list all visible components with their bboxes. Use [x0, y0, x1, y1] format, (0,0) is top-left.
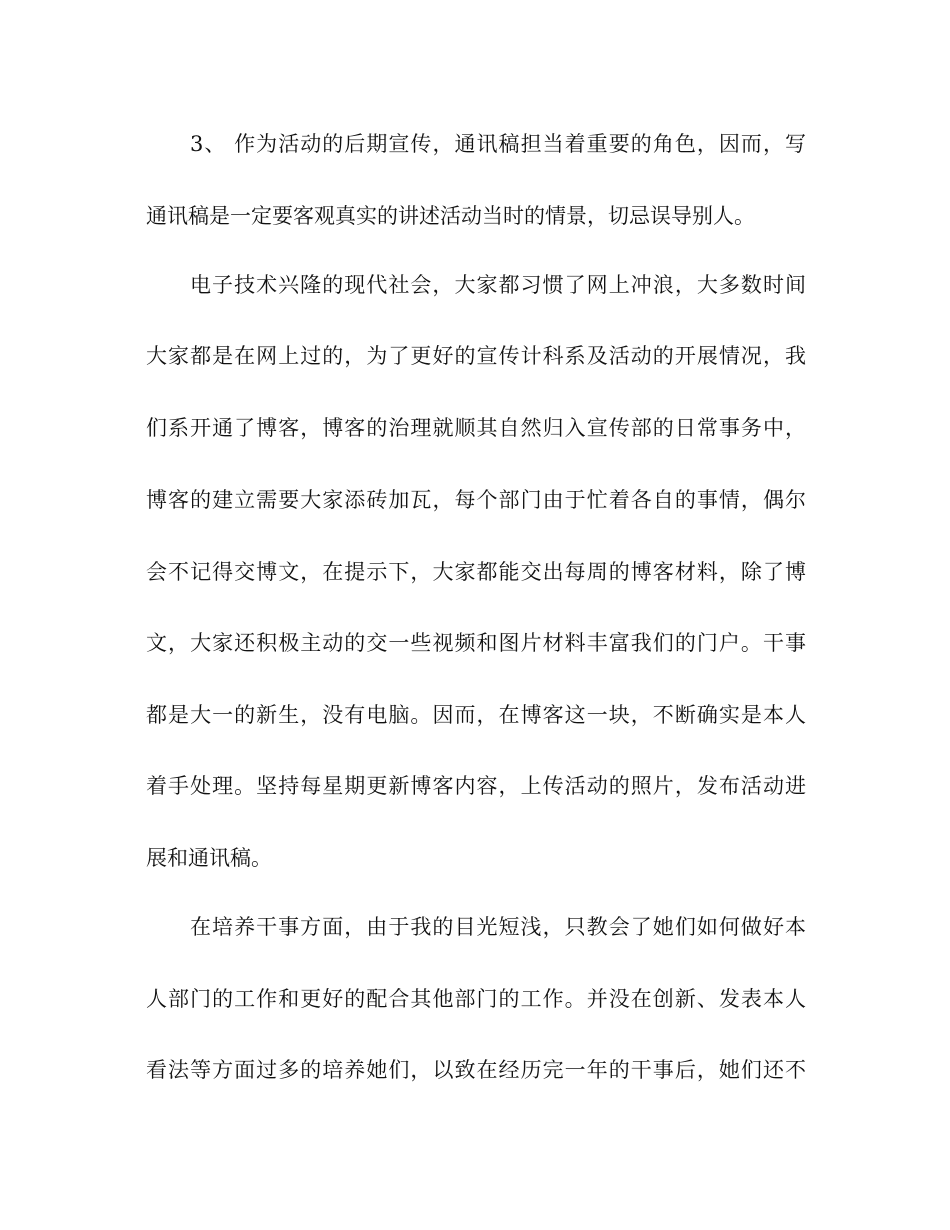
text-line-5: 们系开通了博客，博客的治理就顺其自然归入宣传部的日常事务中， — [146, 416, 806, 440]
text-line-9: 都是大一的新生，没有电脑。因而，在博客这一块，不断确实是本人 — [146, 703, 806, 727]
text-line-8: 文，大家还积极主动的交一些视频和图片材料丰富我们的门户。干事 — [146, 631, 806, 655]
text-line-13: 人部门的工作和更好的配合其他部门的工作。并没在创新、发表本人 — [146, 987, 806, 1011]
text-line-11: 展和通讯稿。 — [146, 846, 272, 870]
text-line-3: 电子技术兴隆的现代社会，大家都习惯了网上冲浪，大多数时间 — [190, 273, 806, 297]
text-line-1: 3、 作为活动的后期宣传，通讯稿担当着重要的角色，因而，写 — [190, 132, 806, 156]
text-line-7: 会不记得交博文，在提示下，大家都能交出每周的博客材料，除了博 — [146, 560, 806, 584]
text-line-14: 看法等方面过多的培养她们，以致在经历完一年的干事后，她们还不 — [146, 1058, 806, 1082]
text-line-12: 在培养干事方面，由于我的目光短浅，只教会了她们如何做好本 — [190, 915, 806, 939]
text-line-4: 大家都是在网上过的，为了更好的宣传计科系及活动的开展情况，我 — [146, 344, 806, 368]
text-line-2: 通讯稿是一定要客观真实的讲述活动当时的情景，切忌误导别人。 — [146, 204, 755, 228]
text-line-6: 博客的建立需要大家添砖加瓦，每个部门由于忙着各自的事情，偶尔 — [146, 488, 806, 512]
text-line-10: 着手处理。坚持每星期更新博客内容，上传活动的照片，发布活动进 — [146, 774, 806, 798]
